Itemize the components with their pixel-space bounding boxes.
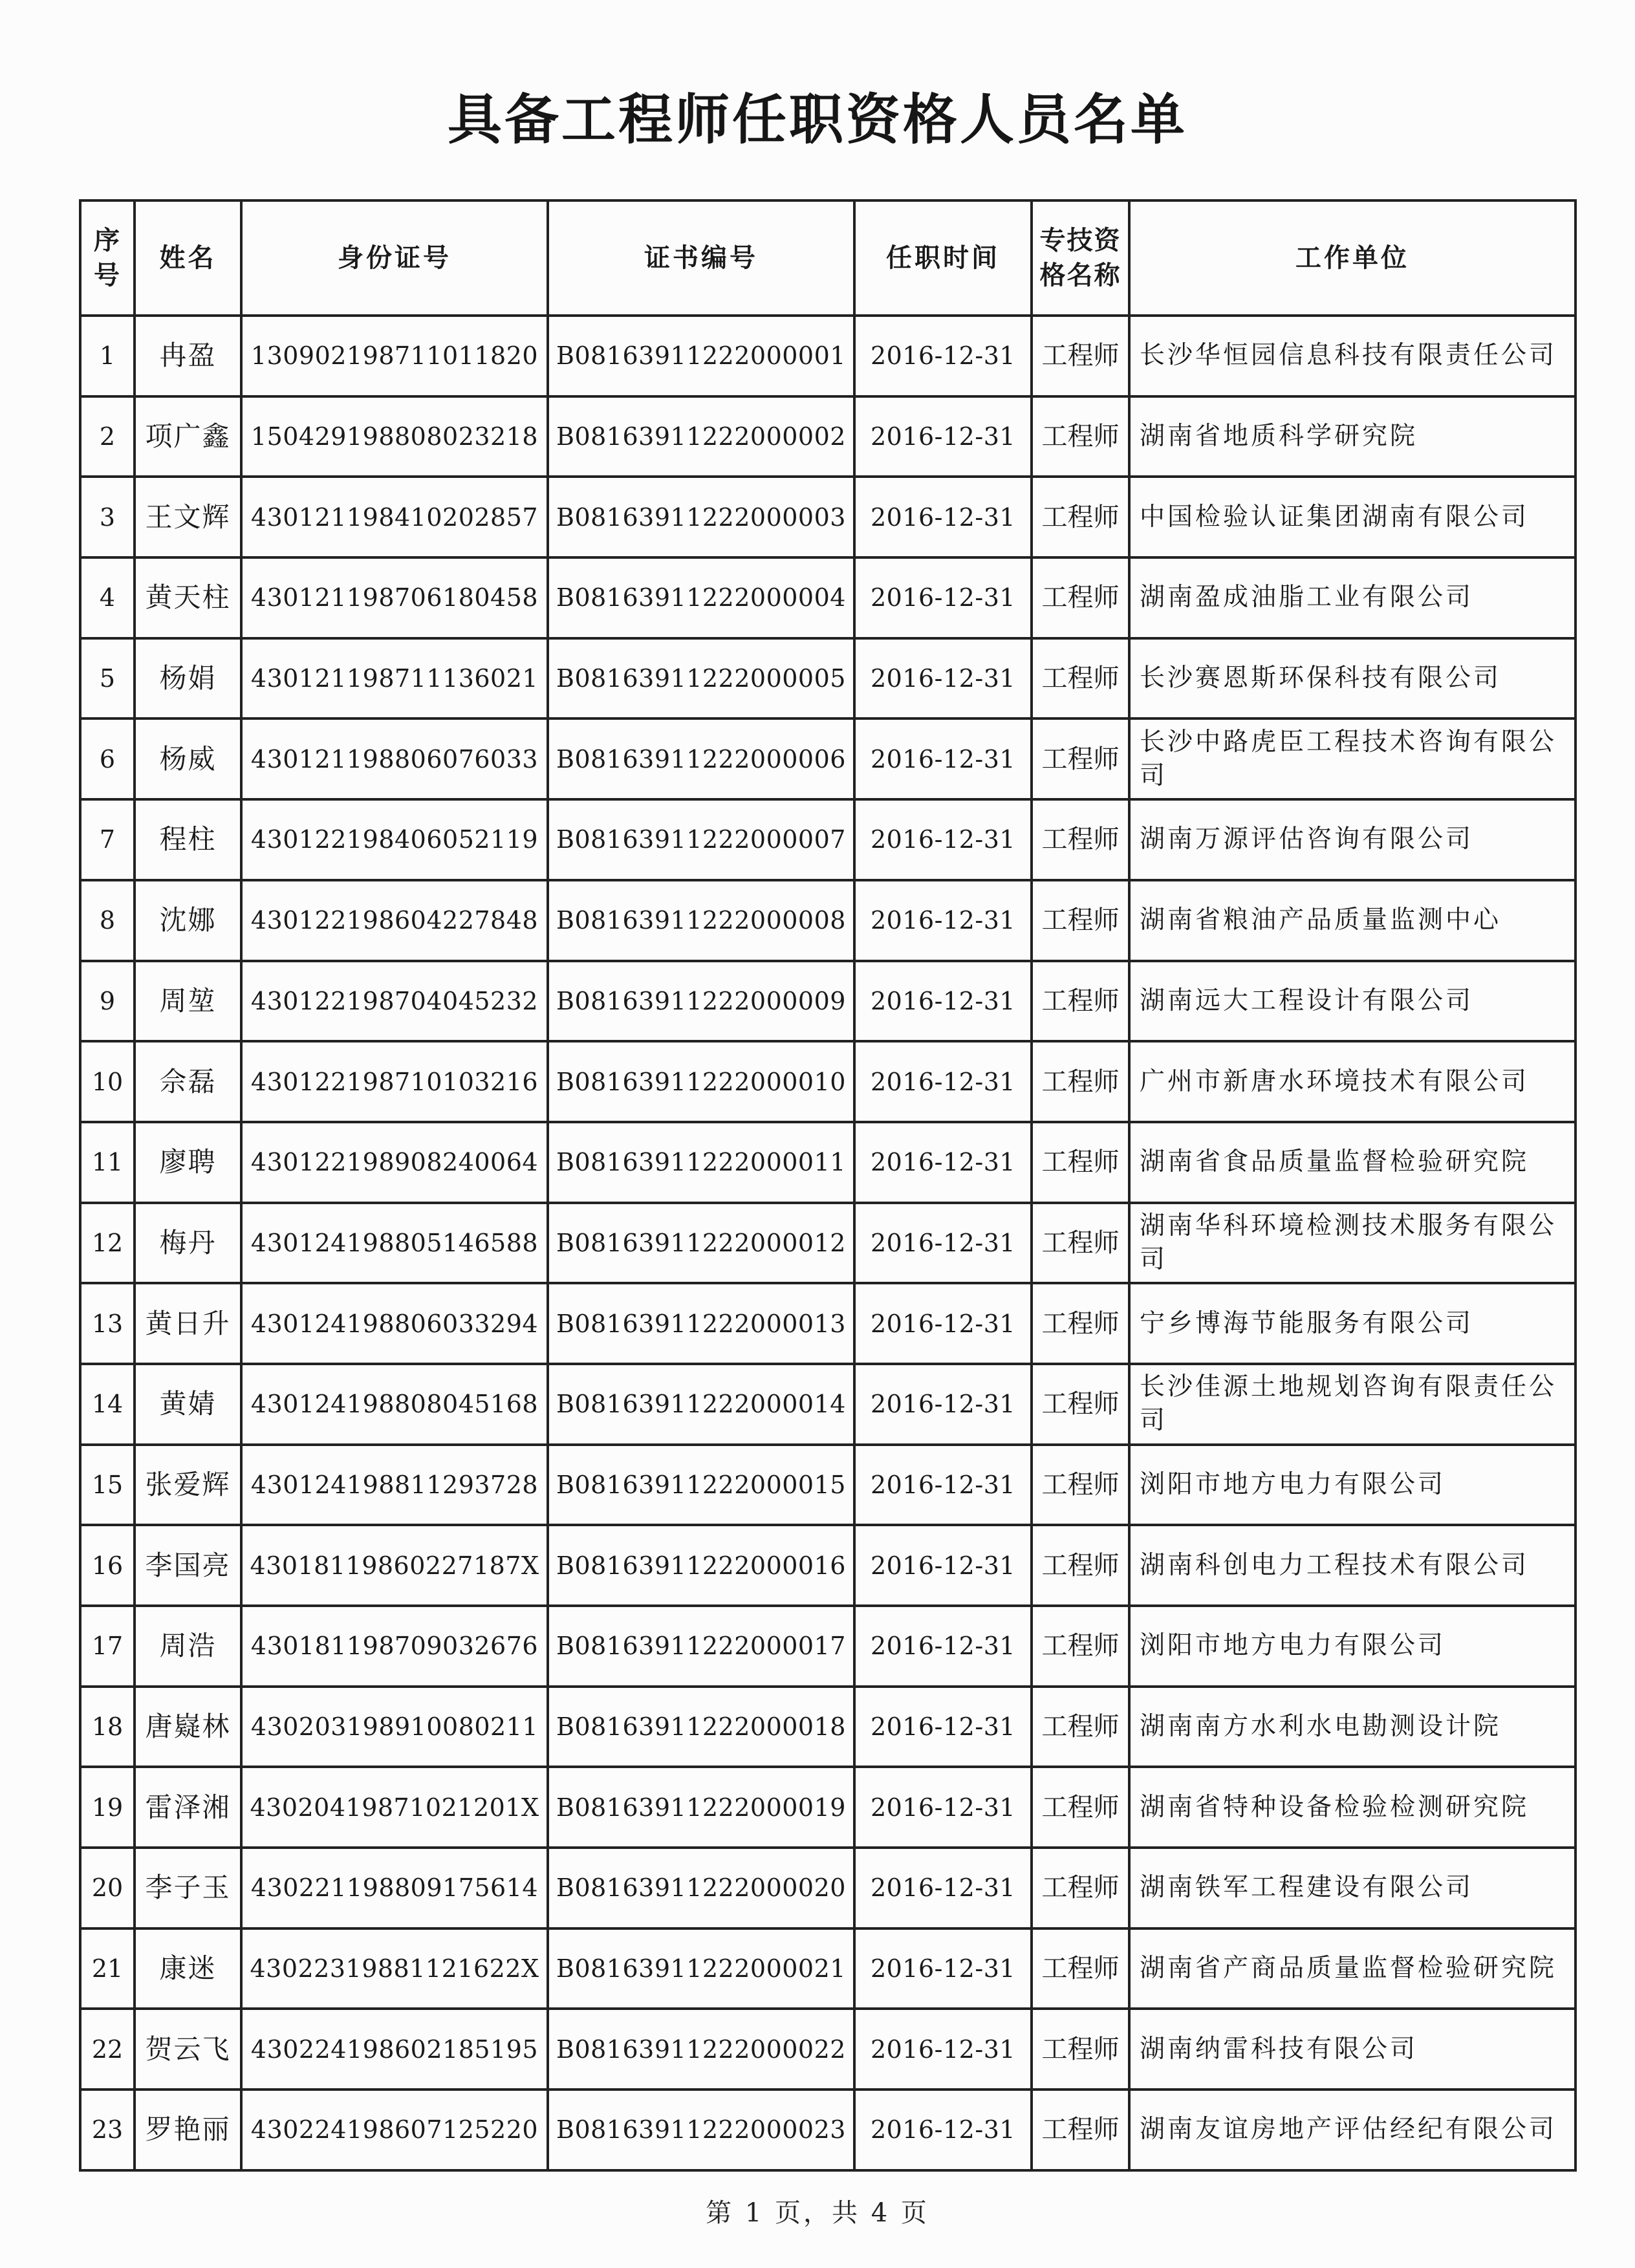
cell-qualification: 工程师 bbox=[1032, 880, 1129, 961]
cell-work-unit: 湖南省产商品质量监督检验研究院 bbox=[1129, 1928, 1575, 2009]
cell-name: 廖聘 bbox=[135, 1122, 241, 1203]
cell-appointment-date: 2016-12-31 bbox=[854, 1606, 1032, 1687]
cell-qualification: 工程师 bbox=[1032, 1283, 1129, 1364]
header-name: 姓名 bbox=[135, 200, 241, 316]
cell-id-number: 430122198710103216 bbox=[241, 1041, 548, 1122]
cell-seq: 13 bbox=[80, 1283, 135, 1364]
cell-cert-number: B08163911222000001 bbox=[548, 316, 854, 396]
personnel-table bbox=[79, 199, 1577, 2172]
cell-cert-number: B08163911222000009 bbox=[548, 961, 854, 1042]
cell-cert-number: B08163911222000002 bbox=[548, 396, 854, 477]
cell-qualification: 工程师 bbox=[1032, 1203, 1129, 1284]
cell-seq: 1 bbox=[80, 316, 135, 396]
cell-appointment-date: 2016-12-31 bbox=[854, 880, 1032, 961]
cell-seq: 8 bbox=[80, 880, 135, 961]
cell-appointment-date: 2016-12-31 bbox=[854, 557, 1032, 638]
cell-name: 黄天柱 bbox=[135, 557, 241, 638]
cell-work-unit: 湖南盈成油脂工业有限公司 bbox=[1129, 557, 1575, 638]
cell-name: 佘磊 bbox=[135, 1041, 241, 1122]
page-footer: 第 1 页，共 4 页 bbox=[706, 2198, 929, 2228]
table-row bbox=[80, 1041, 1575, 1122]
table-row bbox=[80, 396, 1575, 477]
cell-seq: 19 bbox=[80, 1767, 135, 1848]
cell-seq: 9 bbox=[80, 961, 135, 1042]
cell-appointment-date: 2016-12-31 bbox=[854, 1364, 1032, 1445]
header-seq: 序号 bbox=[80, 200, 135, 316]
table-row bbox=[80, 1283, 1575, 1364]
cell-appointment-date: 2016-12-31 bbox=[854, 2090, 1032, 2170]
cell-name: 杨威 bbox=[135, 718, 241, 799]
cell-work-unit: 广州市新唐水环境技术有限公司 bbox=[1129, 1041, 1575, 1122]
table-row bbox=[80, 799, 1575, 880]
cell-work-unit: 湖南南方水利水电勘测设计院 bbox=[1129, 1687, 1575, 1767]
cell-work-unit: 湖南省特种设备检验检测研究院 bbox=[1129, 1767, 1575, 1848]
table-row bbox=[80, 1687, 1575, 1767]
cell-qualification: 工程师 bbox=[1032, 638, 1129, 719]
cell-id-number: 430124198806033294 bbox=[241, 1283, 548, 1364]
cell-name: 李国亮 bbox=[135, 1525, 241, 1606]
cell-qualification: 工程师 bbox=[1032, 1606, 1129, 1687]
cell-id-number: 43020419871021201X bbox=[241, 1767, 548, 1848]
cell-work-unit: 浏阳市地方电力有限公司 bbox=[1129, 1606, 1575, 1687]
cell-work-unit: 湖南纳雷科技有限公司 bbox=[1129, 2009, 1575, 2090]
cell-seq: 16 bbox=[80, 1525, 135, 1606]
cell-cert-number: B08163911222000015 bbox=[548, 1445, 854, 1526]
cell-work-unit: 湖南科创电力工程技术有限公司 bbox=[1129, 1525, 1575, 1606]
cell-name: 梅丹 bbox=[135, 1203, 241, 1284]
cell-qualification: 工程师 bbox=[1032, 1041, 1129, 1122]
cell-id-number: 430121198410202857 bbox=[241, 477, 548, 557]
cell-seq: 4 bbox=[80, 557, 135, 638]
cell-cert-number: B08163911222000014 bbox=[548, 1364, 854, 1445]
table-row bbox=[80, 1122, 1575, 1203]
cell-cert-number: B08163911222000021 bbox=[548, 1928, 854, 2009]
cell-work-unit: 湖南省粮油产品质量监测中心 bbox=[1129, 880, 1575, 961]
cell-seq: 12 bbox=[80, 1203, 135, 1284]
cell-id-number: 430221198809175614 bbox=[241, 1848, 548, 1928]
table-row bbox=[80, 1606, 1575, 1687]
cell-seq: 6 bbox=[80, 718, 135, 799]
cell-cert-number: B08163911222000011 bbox=[548, 1122, 854, 1203]
table-row bbox=[80, 718, 1575, 799]
cell-name: 王文辉 bbox=[135, 477, 241, 557]
cell-id-number: 430122198704045232 bbox=[241, 961, 548, 1042]
cell-name: 程柱 bbox=[135, 799, 241, 880]
cell-cert-number: B08163911222000005 bbox=[548, 638, 854, 719]
page-title: 具备工程师任职资格人员名单 bbox=[447, 88, 1187, 151]
cell-seq: 20 bbox=[80, 1848, 135, 1928]
cell-work-unit: 长沙赛恩斯环保科技有限公司 bbox=[1129, 638, 1575, 719]
cell-qualification: 工程师 bbox=[1032, 2090, 1129, 2170]
header-cert: 证书编号 bbox=[548, 200, 854, 316]
cell-cert-number: B08163911222000003 bbox=[548, 477, 854, 557]
table-row bbox=[80, 2009, 1575, 2090]
cell-work-unit: 湖南万源评估咨询有限公司 bbox=[1129, 799, 1575, 880]
cell-appointment-date: 2016-12-31 bbox=[854, 1041, 1032, 1122]
table-row bbox=[80, 557, 1575, 638]
cell-seq: 22 bbox=[80, 2009, 135, 2090]
cell-seq: 5 bbox=[80, 638, 135, 719]
cell-cert-number: B08163911222000022 bbox=[548, 2009, 854, 2090]
cell-seq: 2 bbox=[80, 396, 135, 477]
cell-appointment-date: 2016-12-31 bbox=[854, 2009, 1032, 2090]
cell-work-unit: 湖南省食品质量监督检验研究院 bbox=[1129, 1122, 1575, 1203]
table-row bbox=[80, 1767, 1575, 1848]
cell-seq: 14 bbox=[80, 1364, 135, 1445]
cell-work-unit: 湖南华科环境检测技术服务有限公司 bbox=[1129, 1203, 1575, 1284]
cell-cert-number: B08163911222000012 bbox=[548, 1203, 854, 1284]
cell-id-number: 430122198406052119 bbox=[241, 799, 548, 880]
cell-qualification: 工程师 bbox=[1032, 799, 1129, 880]
cell-appointment-date: 2016-12-31 bbox=[854, 1848, 1032, 1928]
cell-work-unit: 宁乡博海节能服务有限公司 bbox=[1129, 1283, 1575, 1364]
cell-id-number: 430203198910080211 bbox=[241, 1687, 548, 1767]
cell-id-number: 430121198706180458 bbox=[241, 557, 548, 638]
cell-name: 李子玉 bbox=[135, 1848, 241, 1928]
header-date: 任职时间 bbox=[854, 200, 1032, 316]
cell-qualification: 工程师 bbox=[1032, 2009, 1129, 2090]
cell-appointment-date: 2016-12-31 bbox=[854, 799, 1032, 880]
table-row bbox=[80, 880, 1575, 961]
table-row bbox=[80, 1445, 1575, 1526]
cell-id-number: 430122198908240064 bbox=[241, 1122, 548, 1203]
cell-id-number: 43022319881121622X bbox=[241, 1928, 548, 2009]
cell-name: 周浩 bbox=[135, 1606, 241, 1687]
cell-name: 黄日升 bbox=[135, 1283, 241, 1364]
cell-cert-number: B08163911222000018 bbox=[548, 1687, 854, 1767]
cell-appointment-date: 2016-12-31 bbox=[854, 1525, 1032, 1606]
cell-appointment-date: 2016-12-31 bbox=[854, 477, 1032, 557]
cell-qualification: 工程师 bbox=[1032, 1364, 1129, 1445]
cell-name: 张爱辉 bbox=[135, 1445, 241, 1526]
table-header-row bbox=[80, 200, 1575, 316]
cell-id-number: 430124198811293728 bbox=[241, 1445, 548, 1526]
table-row bbox=[80, 961, 1575, 1042]
cell-cert-number: B08163911222000020 bbox=[548, 1848, 854, 1928]
cell-qualification: 工程师 bbox=[1032, 1525, 1129, 1606]
cell-qualification: 工程师 bbox=[1032, 718, 1129, 799]
cell-cert-number: B08163911222000023 bbox=[548, 2090, 854, 2170]
cell-id-number: 430121198806076033 bbox=[241, 718, 548, 799]
cell-cert-number: B08163911222000010 bbox=[548, 1041, 854, 1122]
cell-work-unit: 长沙华恒园信息科技有限责任公司 bbox=[1129, 316, 1575, 396]
table-row bbox=[80, 477, 1575, 557]
cell-qualification: 工程师 bbox=[1032, 961, 1129, 1042]
cell-qualification: 工程师 bbox=[1032, 396, 1129, 477]
cell-seq: 21 bbox=[80, 1928, 135, 2009]
cell-appointment-date: 2016-12-31 bbox=[854, 718, 1032, 799]
cell-work-unit: 长沙佳源土地规划咨询有限责任公司 bbox=[1129, 1364, 1575, 1445]
cell-work-unit: 湖南友谊房地产评估经纪有限公司 bbox=[1129, 2090, 1575, 2170]
cell-id-number: 430124198808045168 bbox=[241, 1364, 548, 1445]
cell-qualification: 工程师 bbox=[1032, 316, 1129, 396]
cell-qualification: 工程师 bbox=[1032, 557, 1129, 638]
cell-name: 康迷 bbox=[135, 1928, 241, 2009]
cell-seq: 17 bbox=[80, 1606, 135, 1687]
cell-qualification: 工程师 bbox=[1032, 1687, 1129, 1767]
cell-cert-number: B08163911222000004 bbox=[548, 557, 854, 638]
cell-appointment-date: 2016-12-31 bbox=[854, 1687, 1032, 1767]
cell-id-number: 430224198602185195 bbox=[241, 2009, 548, 2090]
header-unit: 工作单位 bbox=[1129, 200, 1575, 316]
cell-appointment-date: 2016-12-31 bbox=[854, 1122, 1032, 1203]
cell-id-number: 430224198607125220 bbox=[241, 2090, 548, 2170]
table-row bbox=[80, 1364, 1575, 1445]
cell-qualification: 工程师 bbox=[1032, 1122, 1129, 1203]
cell-work-unit: 浏阳市地方电力有限公司 bbox=[1129, 1445, 1575, 1526]
cell-cert-number: B08163911222000019 bbox=[548, 1767, 854, 1848]
cell-qualification: 工程师 bbox=[1032, 1767, 1129, 1848]
cell-appointment-date: 2016-12-31 bbox=[854, 1283, 1032, 1364]
cell-id-number: 430181198709032676 bbox=[241, 1606, 548, 1687]
table-row bbox=[80, 1203, 1575, 1284]
cell-seq: 23 bbox=[80, 2090, 135, 2170]
cell-name: 罗艳丽 bbox=[135, 2090, 241, 2170]
cell-cert-number: B08163911222000007 bbox=[548, 799, 854, 880]
table-row bbox=[80, 1848, 1575, 1928]
cell-id-number: 430124198805146588 bbox=[241, 1203, 548, 1284]
cell-appointment-date: 2016-12-31 bbox=[854, 316, 1032, 396]
cell-id-number: 43018119860227187X bbox=[241, 1525, 548, 1606]
header-id: 身份证号 bbox=[241, 200, 548, 316]
cell-qualification: 工程师 bbox=[1032, 477, 1129, 557]
header-qualification: 专技资格名称 bbox=[1032, 200, 1129, 316]
cell-id-number: 430121198711136021 bbox=[241, 638, 548, 719]
table-row bbox=[80, 1525, 1575, 1606]
cell-qualification: 工程师 bbox=[1032, 1848, 1129, 1928]
cell-cert-number: B08163911222000006 bbox=[548, 718, 854, 799]
table-row bbox=[80, 2090, 1575, 2170]
table-row bbox=[80, 638, 1575, 719]
cell-cert-number: B08163911222000017 bbox=[548, 1606, 854, 1687]
cell-name: 唐嶷林 bbox=[135, 1687, 241, 1767]
cell-appointment-date: 2016-12-31 bbox=[854, 1767, 1032, 1848]
cell-work-unit: 湖南铁军工程建设有限公司 bbox=[1129, 1848, 1575, 1928]
cell-qualification: 工程师 bbox=[1032, 1928, 1129, 2009]
cell-name: 雷泽湘 bbox=[135, 1767, 241, 1848]
cell-appointment-date: 2016-12-31 bbox=[854, 1928, 1032, 2009]
cell-work-unit: 湖南省地质科学研究院 bbox=[1129, 396, 1575, 477]
cell-seq: 11 bbox=[80, 1122, 135, 1203]
table-row bbox=[80, 1928, 1575, 2009]
cell-id-number: 150429198808023218 bbox=[241, 396, 548, 477]
cell-work-unit: 中国检验认证集团湖南有限公司 bbox=[1129, 477, 1575, 557]
cell-work-unit: 长沙中路虎臣工程技术咨询有限公司 bbox=[1129, 718, 1575, 799]
cell-name: 项广鑫 bbox=[135, 396, 241, 477]
cell-cert-number: B08163911222000016 bbox=[548, 1525, 854, 1606]
cell-seq: 7 bbox=[80, 799, 135, 880]
cell-name: 冉盈 bbox=[135, 316, 241, 396]
cell-cert-number: B08163911222000008 bbox=[548, 880, 854, 961]
cell-appointment-date: 2016-12-31 bbox=[854, 1445, 1032, 1526]
cell-seq: 15 bbox=[80, 1445, 135, 1526]
cell-name: 沈娜 bbox=[135, 880, 241, 961]
cell-cert-number: B08163911222000013 bbox=[548, 1283, 854, 1364]
table-row bbox=[80, 316, 1575, 396]
cell-appointment-date: 2016-12-31 bbox=[854, 638, 1032, 719]
cell-name: 周堃 bbox=[135, 961, 241, 1042]
cell-id-number: 430122198604227848 bbox=[241, 880, 548, 961]
cell-appointment-date: 2016-12-31 bbox=[854, 961, 1032, 1042]
cell-name: 贺云飞 bbox=[135, 2009, 241, 2090]
cell-qualification: 工程师 bbox=[1032, 1445, 1129, 1526]
cell-name: 杨娟 bbox=[135, 638, 241, 719]
cell-id-number: 130902198711011820 bbox=[241, 316, 548, 396]
cell-seq: 18 bbox=[80, 1687, 135, 1767]
cell-appointment-date: 2016-12-31 bbox=[854, 396, 1032, 477]
cell-appointment-date: 2016-12-31 bbox=[854, 1203, 1032, 1284]
cell-seq: 10 bbox=[80, 1041, 135, 1122]
cell-seq: 3 bbox=[80, 477, 135, 557]
cell-work-unit: 湖南远大工程设计有限公司 bbox=[1129, 961, 1575, 1042]
cell-name: 黄婧 bbox=[135, 1364, 241, 1445]
table-body bbox=[80, 316, 1575, 2170]
